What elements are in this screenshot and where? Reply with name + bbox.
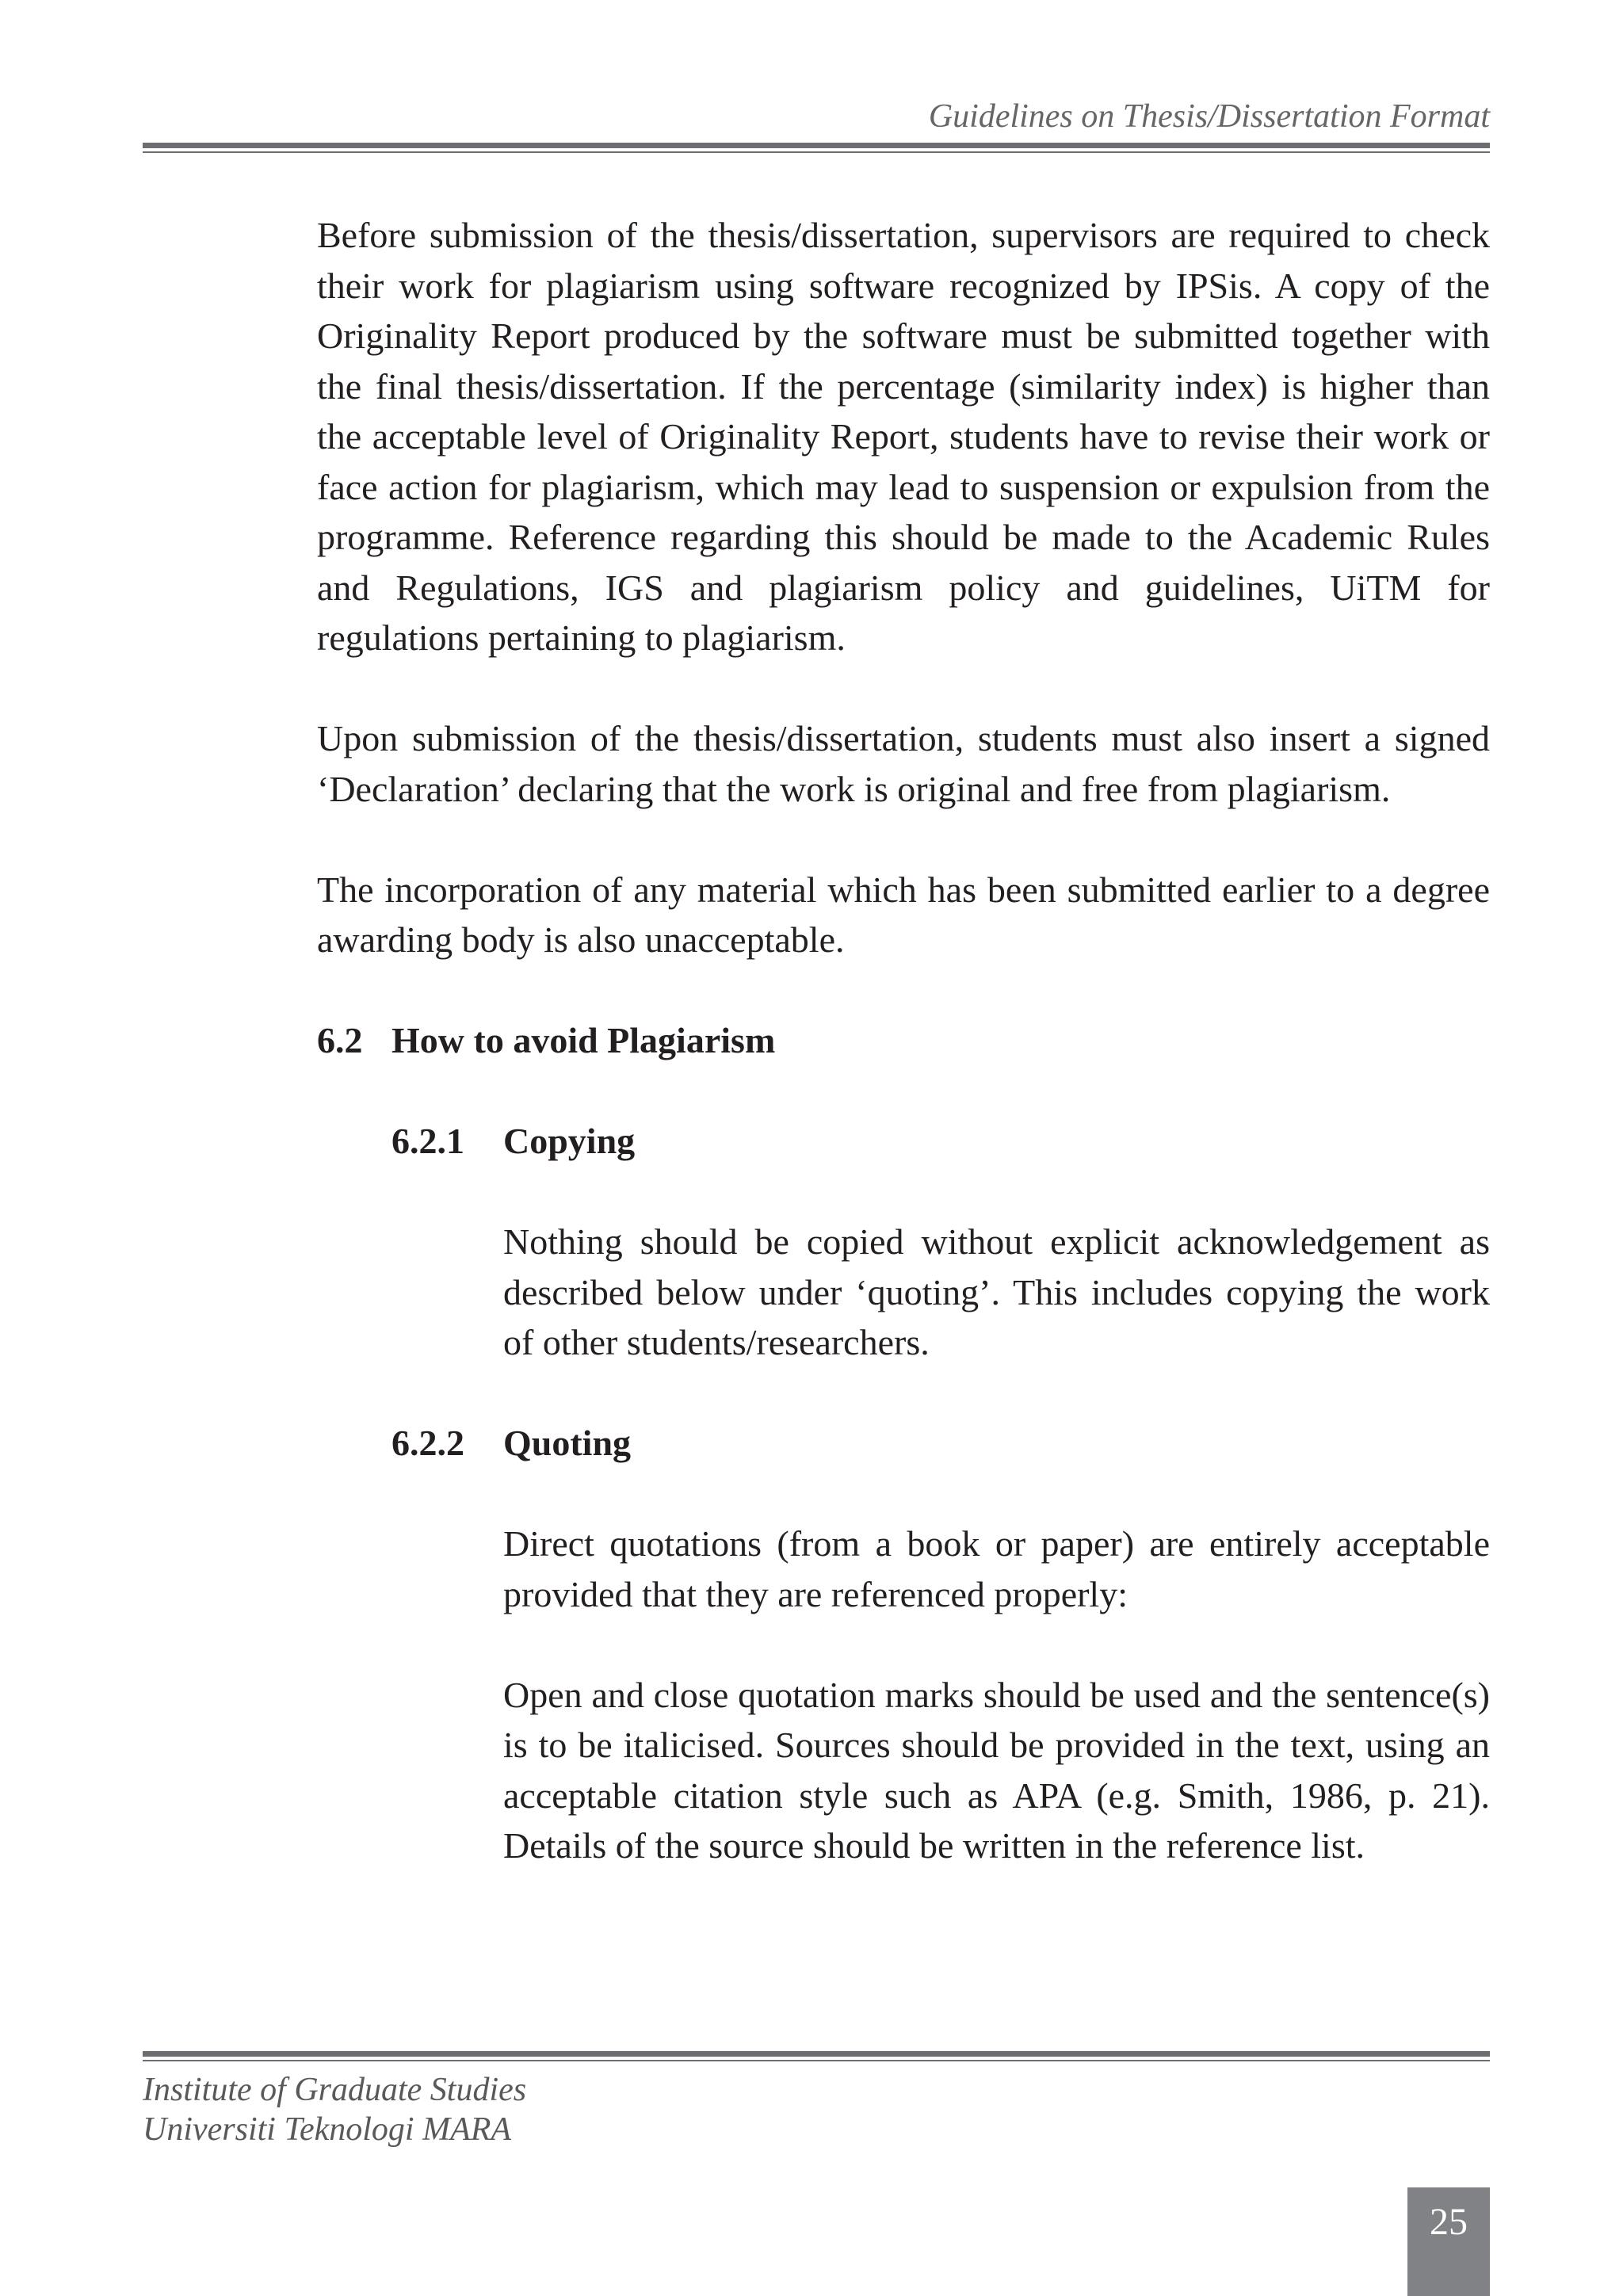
subsection-title: Quoting	[503, 1423, 632, 1463]
section-title: How to avoid Plagiarism	[391, 1020, 776, 1060]
subsection-number: 6.2.2	[391, 1423, 464, 1463]
subsection-body-copying	[503, 1217, 1490, 1368]
footer-institution	[143, 2070, 526, 2149]
footer-line-1: Institute of Graduate Studies	[143, 2072, 527, 2108]
body-paragraph-2: Upon submission of the thesis/dissertation, students must also insert a signed ‘Declaration’ declaring that the work is original and free from plagiarism.	[317, 718, 1490, 809]
header-rule	[143, 143, 1490, 153]
footer-line-2: Universiti Teknologi MARA	[143, 2111, 512, 2148]
subsection-heading-quoting	[391, 1418, 1490, 1469]
quoting-paragraph-1: Direct quotations (from a book or paper) are entirely acceptable provided that they are referenced properly:	[503, 1523, 1490, 1614]
page-content	[317, 210, 1490, 1871]
subsection-body-quoting	[503, 1519, 1490, 1871]
section-number: 6.2	[317, 1020, 363, 1060]
copying-paragraph: Nothing should be copied without explicit acknowledgement as described below under ‘quoting’. This includes copying the work of other students/researchers.	[503, 1221, 1490, 1362]
footer-rule	[143, 2051, 1490, 2061]
subsection-number: 6.2.1	[391, 1121, 464, 1161]
subsection-title: Copying	[503, 1121, 636, 1161]
page-number: 25	[1407, 2187, 1490, 2296]
body-paragraph-3: The incorporation of any material which has been submitted earlier to a degree awarding body is also unacceptable.	[317, 869, 1490, 960]
running-header: Guidelines on Thesis/Dissertation Format	[928, 98, 1490, 135]
section-heading	[317, 1015, 1490, 1066]
subsection-heading-copying	[391, 1116, 1490, 1167]
quoting-paragraph-2: Open and close quotation marks should be used and the sentence(s) is to be italicised. Sources should be provided in the text, using an acceptable citation style such as APA (e.g. Smith, 1986, p. 21). Details of the source should be written in the reference list.	[503, 1674, 1490, 1866]
body-paragraph-1: Before submission of the thesis/dissertation, supervisors are required to check their work for plagiarism using software recognized by IPSis. A copy of the Originality Report produced by the software must be submitted together with the final thesis/dissertation. If the percentage (similarity index) is higher than the acceptable level of Originality Report, students have to revise their work or face action for plagiarism, which may lead to suspension or expulsion from the programme. Reference regarding this should be made to the Academic Rules and Regulations, IGS and plagiarism policy and guidelines, UiTM for regulations pertaining to plagiarism.	[317, 215, 1490, 658]
